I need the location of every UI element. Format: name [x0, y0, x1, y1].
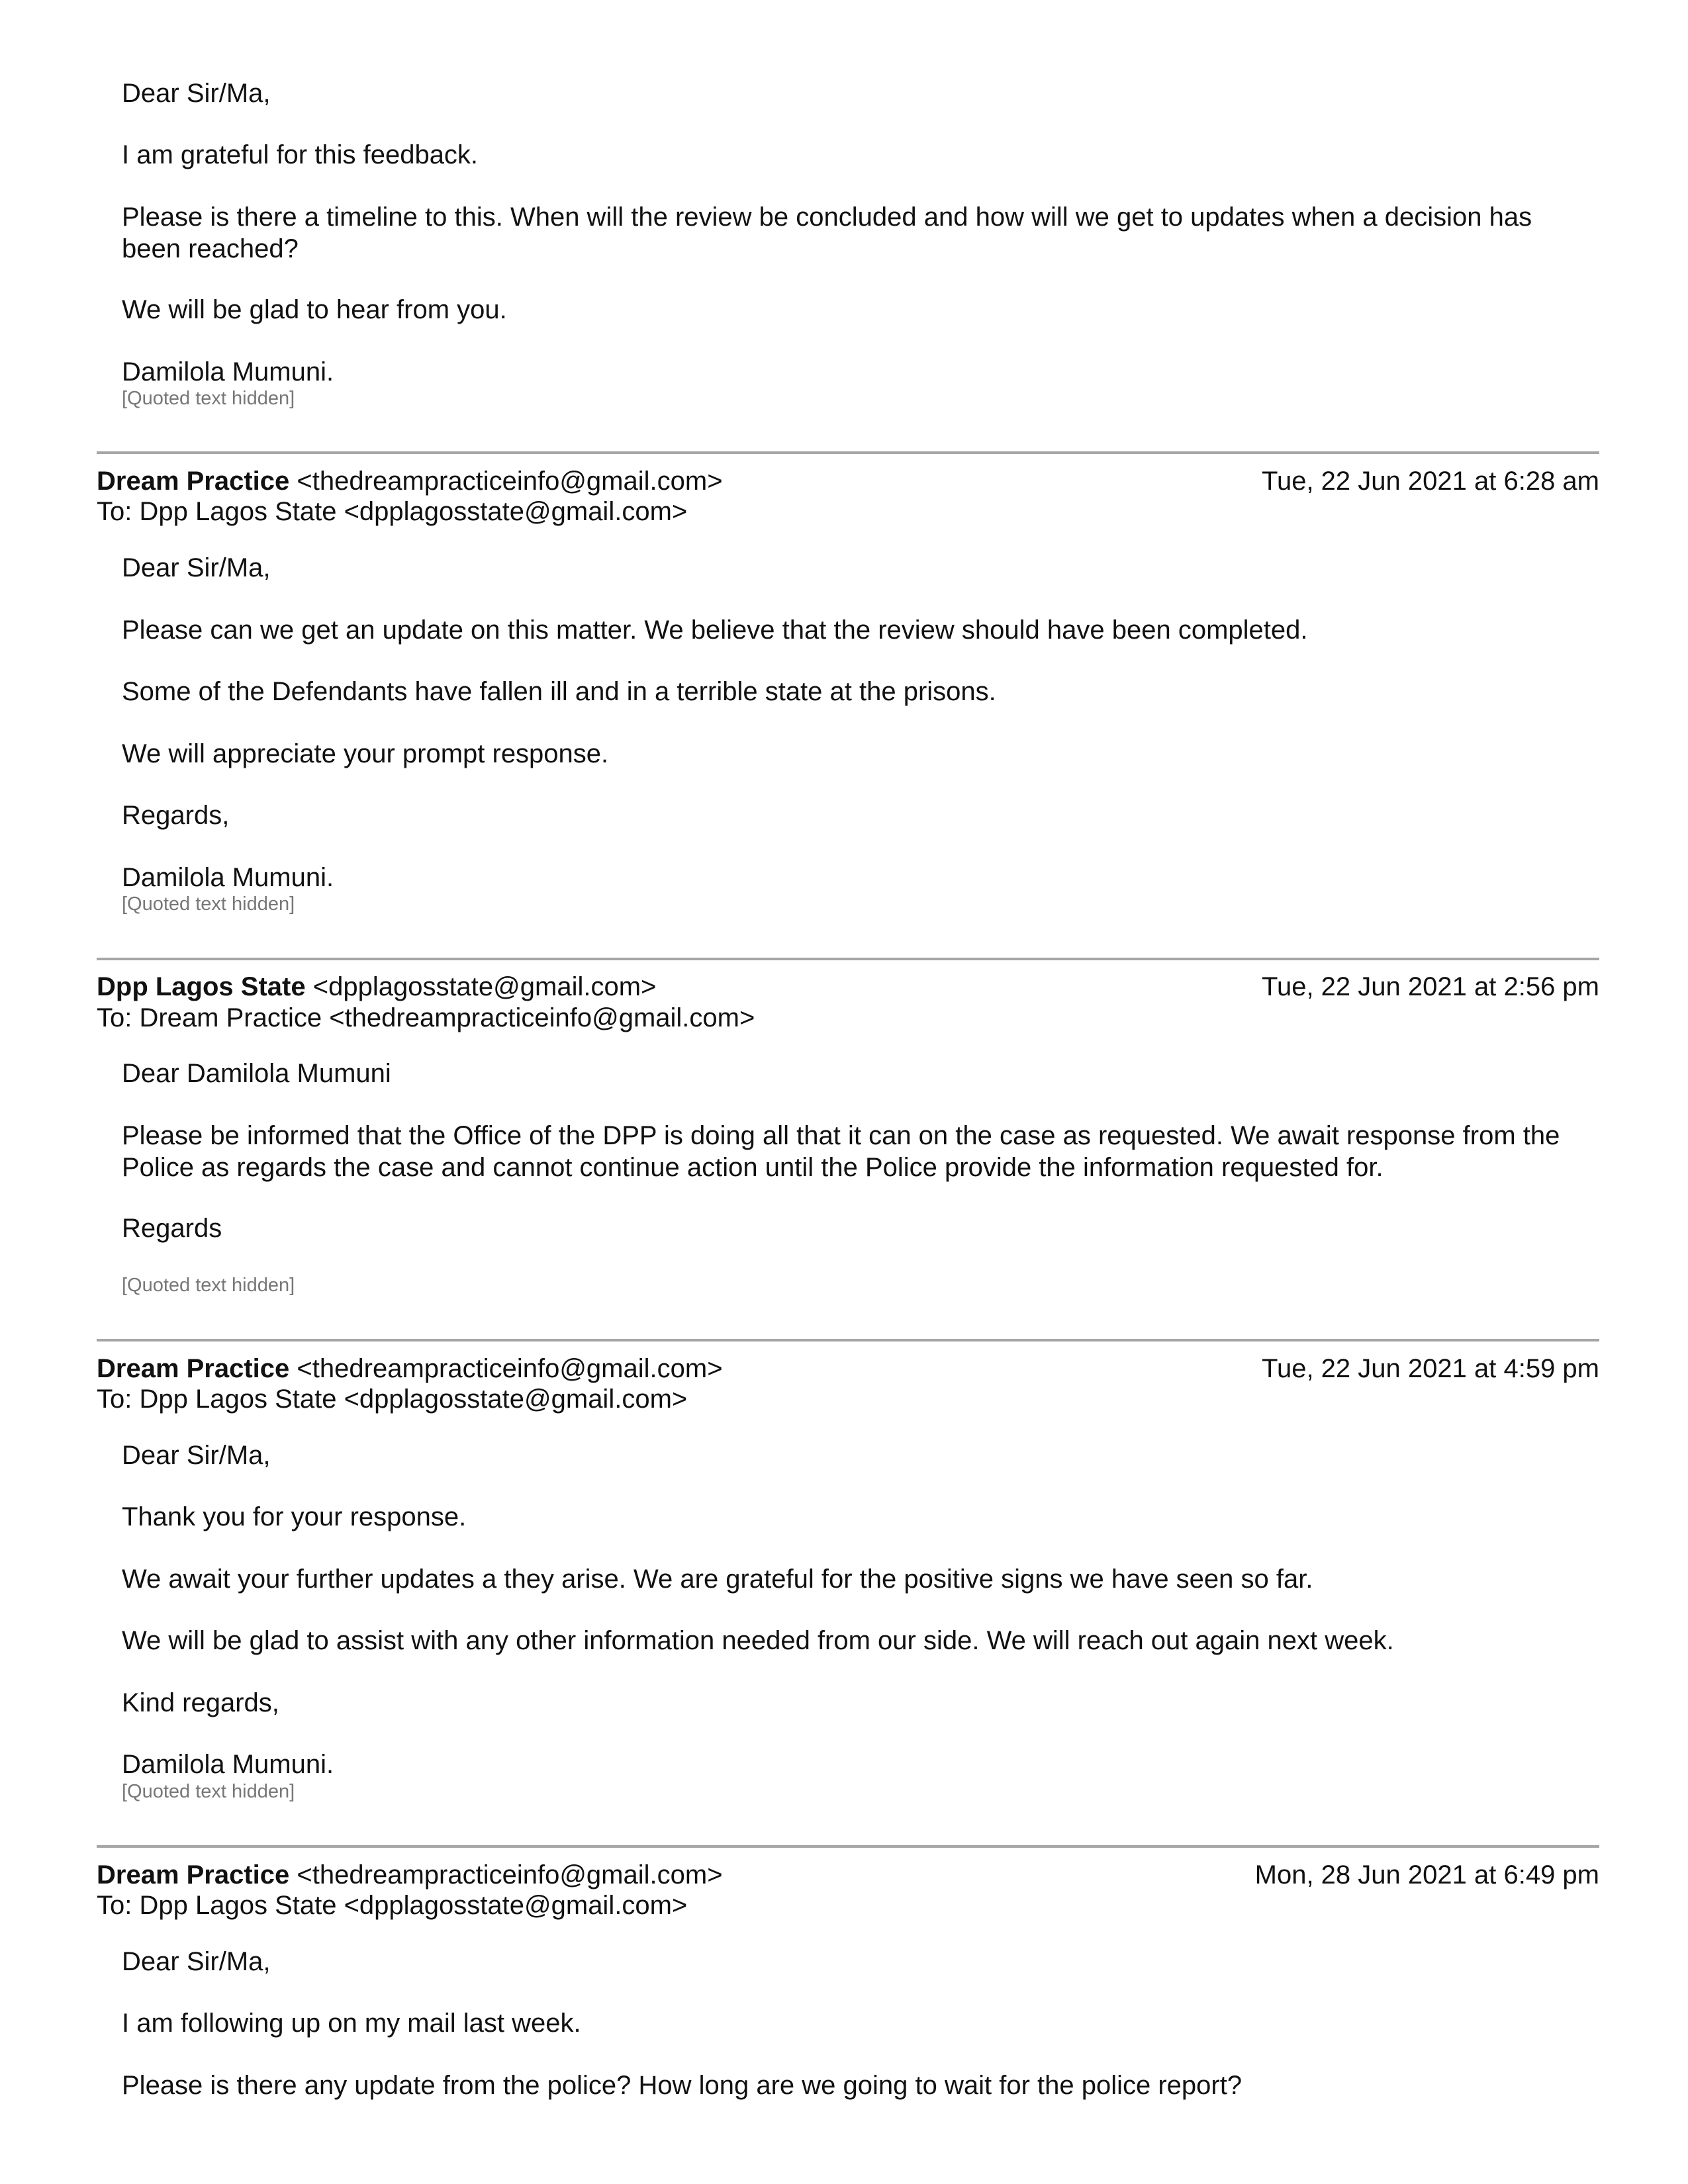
message-recipient: To: Dpp Lagos State <dpplagosstate@gmail.com>: [97, 1385, 688, 1414]
message-paragraph: We await your further updates a they arise. We are grateful for the positive signs we have seen so far.: [122, 1565, 1313, 1594]
message-divider: [97, 451, 1599, 454]
sender-email: <dpplagosstate@gmail.com>: [312, 972, 657, 1001]
message-recipient: To: Dpp Lagos State <dpplagosstate@gmail.com>: [97, 497, 688, 526]
message-recipient: To: Dpp Lagos State <dpplagosstate@gmail.com>: [97, 1891, 688, 1920]
message-paragraph: Regards: [122, 1214, 222, 1243]
message-signature: Damilola Mumuni.: [122, 1750, 334, 1779]
sender-name: Dpp Lagos State: [97, 972, 306, 1001]
quoted-text-toggle[interactable]: [Quoted text hidden]: [122, 388, 295, 409]
message-date: Tue, 22 Jun 2021 at 2:56 pm: [1262, 972, 1599, 1001]
message-paragraph: Dear Sir/Ma,: [122, 553, 271, 582]
sender-name: Dream Practice: [97, 1354, 290, 1383]
message-paragraph: Please be informed that the Office of the DPP is doing all that it can on the case as requested. We await response from the Police as regards the case and cannot continue action until the Police provide the information requested for.: [122, 1121, 1560, 1182]
quoted-text-toggle[interactable]: [Quoted text hidden]: [122, 893, 295, 915]
sender-email: <thedreampracticeinfo@gmail.com>: [297, 1860, 723, 1889]
message-paragraph: We will appreciate your prompt response.: [122, 739, 609, 768]
message-signature: Damilola Mumuni.: [122, 357, 334, 387]
message-paragraph: We will be glad to assist with any other information needed from our side. We will reach out again next week.: [122, 1626, 1394, 1655]
sender-name: Dream Practice: [97, 467, 290, 496]
sender-name: Dream Practice: [97, 1860, 290, 1889]
message-paragraph: Please is there any update from the police? How long are we going to wait for the police report?: [122, 2071, 1243, 2100]
sender-email: <thedreampracticeinfo@gmail.com>: [297, 467, 723, 496]
message-paragraph: Please can we get an update on this matter. We believe that the review should have been completed.: [122, 615, 1308, 645]
quoted-text-toggle[interactable]: [Quoted text hidden]: [122, 1275, 295, 1296]
quoted-text-toggle[interactable]: [Quoted text hidden]: [122, 1781, 295, 1802]
message-divider: [97, 1845, 1599, 1848]
message-date: Mon, 28 Jun 2021 at 6:49 pm: [1254, 1860, 1599, 1889]
message-paragraph: Some of the Defendants have fallen ill and in a terrible state at the prisons.: [122, 677, 996, 706]
message-date: Tue, 22 Jun 2021 at 6:28 am: [1262, 467, 1599, 496]
message-paragraph: Please is there a timeline to this. When will the review be concluded and how will we get to updates when a decision has been reached?: [122, 203, 1532, 263]
message-signature: Damilola Mumuni.: [122, 863, 334, 892]
sender-email: <thedreampracticeinfo@gmail.com>: [297, 1354, 723, 1383]
message-paragraph: Dear Sir/Ma,: [122, 79, 271, 108]
message-paragraph: I am following up on my mail last week.: [122, 2009, 581, 2038]
message-paragraph: Dear Sir/Ma,: [122, 1947, 271, 1976]
message-divider: [97, 958, 1599, 960]
message-date: Tue, 22 Jun 2021 at 4:59 pm: [1262, 1354, 1599, 1383]
message-divider: [97, 1339, 1599, 1342]
message-paragraph: We will be glad to hear from you.: [122, 295, 507, 324]
message-paragraph: I am grateful for this feedback.: [122, 140, 479, 169]
message-paragraph: Thank you for your response.: [122, 1502, 467, 1531]
message-paragraph: Dear Sir/Ma,: [122, 1441, 271, 1470]
message-recipient: To: Dream Practice <thedreampracticeinfo@gmail.com>: [97, 1003, 755, 1032]
message-paragraph: Dear Damilola Mumuni: [122, 1059, 391, 1088]
message-paragraph: Kind regards,: [122, 1688, 279, 1717]
message-paragraph: Regards,: [122, 801, 230, 830]
